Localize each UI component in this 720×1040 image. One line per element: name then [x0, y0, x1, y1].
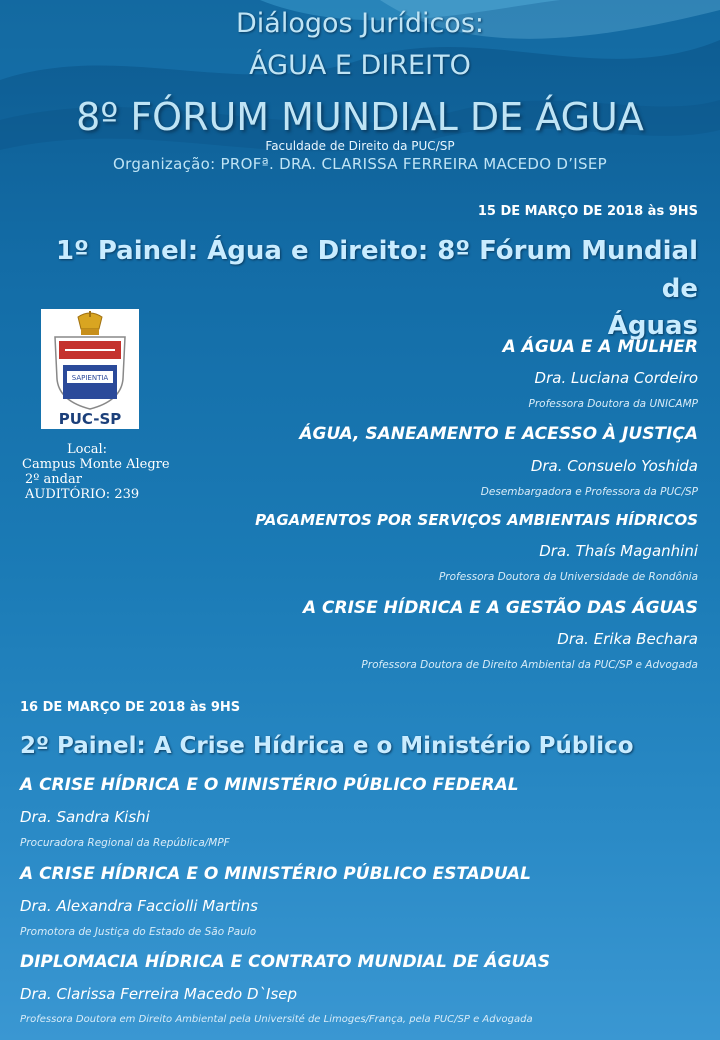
talk-title: A CRISE HÍDRICA E O MINISTÉRIO PÚBLICO FEDERAL: [20, 775, 519, 795]
talk-title: ÁGUA, SANEAMENTO E ACESSO À JUSTIÇA: [299, 424, 698, 444]
talk-title: PAGAMENTOS POR SERVIÇOS AMBIENTAIS HÍDRICOS: [255, 511, 698, 529]
logo-motto: SAPIENTIA: [71, 374, 109, 382]
talk-title: A CRISE HÍDRICA E O MINISTÉRIO PÚBLICO ESTADUAL: [20, 864, 531, 884]
talk-speaker-role: Professora Doutora em Direito Ambiental pela Université de Limoges/França, pela PUC/SP e Advogada: [20, 1014, 533, 1025]
talk-speaker: Dra. Erika Bechara: [557, 630, 698, 648]
forum-title: 8º FÓRUM MUNDIAL DE ÁGUA: [76, 95, 644, 139]
talk-title: A ÁGUA E A MULHER: [502, 337, 698, 357]
talk-speaker-role: Procuradora Regional da República/MPF: [20, 837, 230, 849]
day2-date: 16 DE MARÇO DE 2018 às 9HS: [20, 700, 241, 715]
talk-speaker: Dra. Thaís Maganhini: [539, 542, 698, 560]
day2-panel-title: 2º Painel: A Crise Hídrica e o Ministério Público: [20, 733, 634, 759]
venue-info: Local: Campus Monte Alegre 2º andar AUDITÓRIO: 239: [22, 442, 170, 502]
talk-title: A CRISE HÍDRICA E A GESTÃO DAS ÁGUAS: [302, 598, 698, 618]
talk-speaker: Dra. Luciana Cordeiro: [534, 369, 698, 387]
puc-sp-logo: [41, 309, 139, 429]
organization-line: Organização: PROFª. DRA. CLARISSA FERREIRA MACEDO D’ISEP: [113, 155, 607, 173]
talk-speaker-role: Professora Doutora de Direito Ambiental da PUC/SP e Advogada: [361, 659, 698, 671]
talk-speaker: Dra. Consuelo Yoshida: [530, 457, 698, 475]
talk-speaker: Dra. Sandra Kishi: [20, 808, 150, 826]
header-title-line2: ÁGUA E DIREITO: [249, 50, 471, 81]
faculty-subtitle: Faculdade de Direito da PUC/SP: [265, 139, 455, 153]
talk-title: DIPLOMACIA HÍDRICA E CONTRATO MUNDIAL DE ÁGUAS: [20, 952, 550, 972]
day1-panel-title: 1º Painel: Água e Direito: 8º Fórum Mundial de Águas: [56, 236, 698, 342]
talk-speaker-role: Professora Doutora da UNICAMP: [528, 398, 698, 410]
talk-speaker-role: Professora Doutora da Universidade de Rondônia: [438, 571, 698, 583]
talk-speaker-role: Promotora de Justiça do Estado de São Paulo: [20, 926, 257, 938]
talk-speaker: Dra. Alexandra Facciolli Martins: [20, 897, 258, 915]
logo-label: PUC-SP: [58, 410, 122, 428]
day1-date: 15 DE MARÇO DE 2018 às 9HS: [477, 204, 698, 219]
header-title-line1: Diálogos Jurídicos:: [235, 8, 484, 39]
talk-speaker: Dra. Clarissa Ferreira Macedo D`Isep: [20, 985, 298, 1003]
talk-speaker-role: Desembargadora e Professora da PUC/SP: [480, 486, 698, 498]
